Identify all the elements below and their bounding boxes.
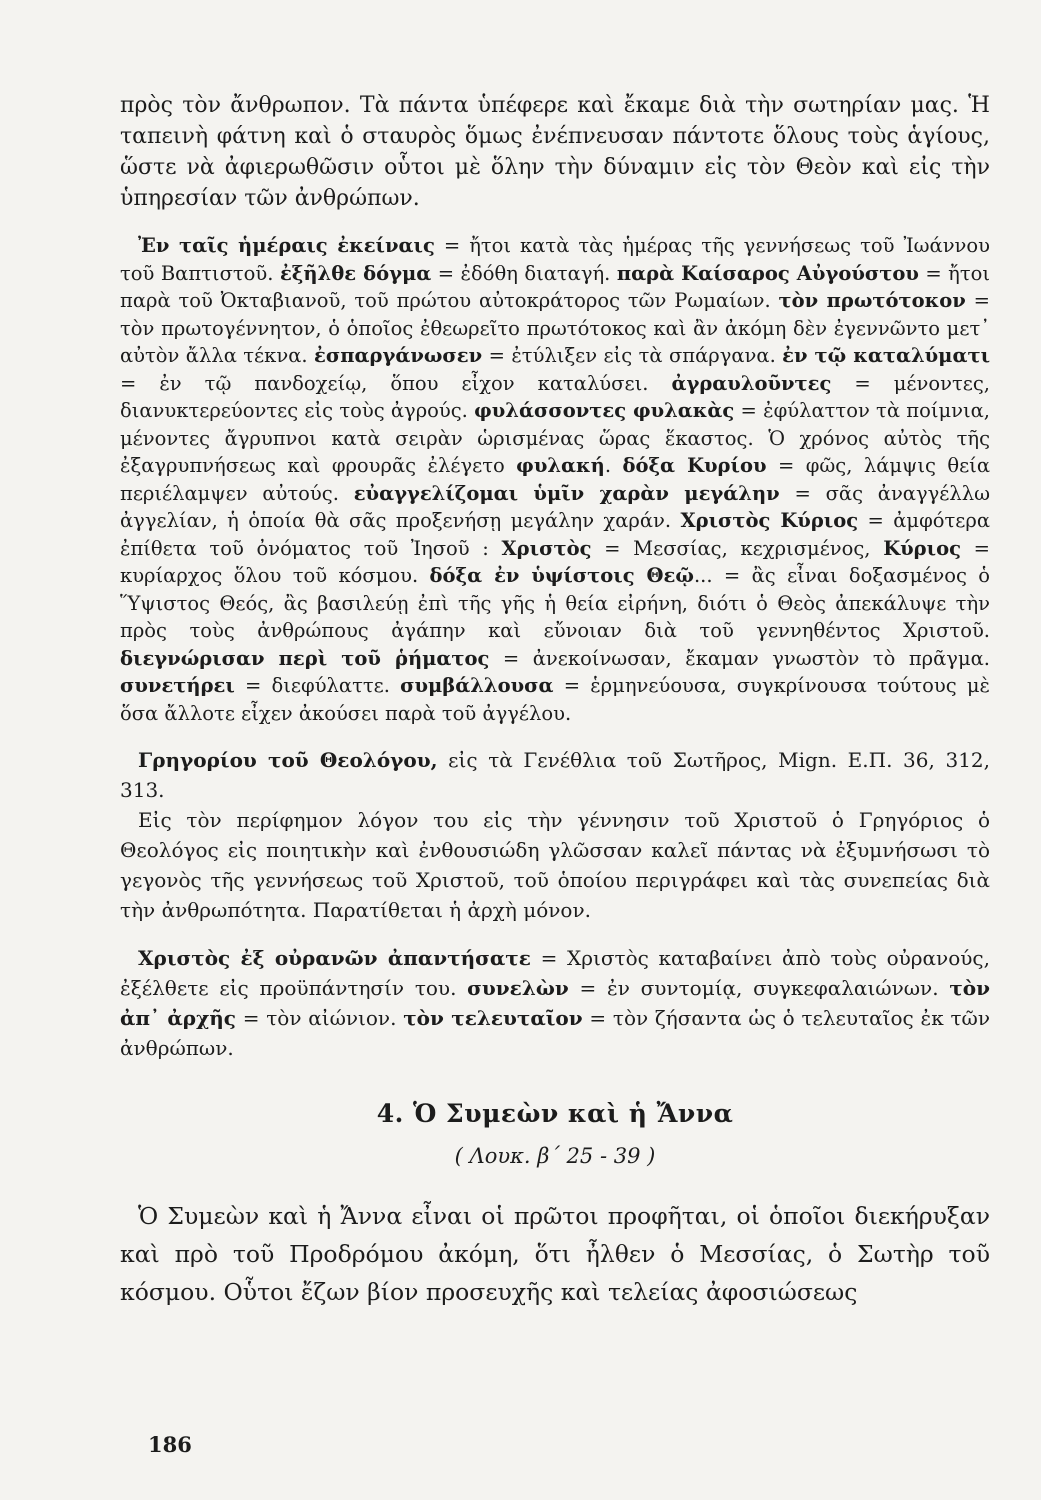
- reference-paragraph: Εἰς τὸν περίφημον λόγον του εἰς τὴν γέννησιν τοῦ Χριστοῦ ὁ Γρηγόριος ὁ Θεολόγος εἰς ποιητικὴν καὶ ἐνθουσιώδη γλῶσσαν καλεῖ πάντας νὰ ἐξυμνήσωσι τὸ γεγονὸς τῆς γεννήσεως τοῦ Χριστοῦ, τοῦ ὁποίου περιγράφει καὶ τὰς συνεπείας διὰ τὴν ἀνθρωπότητα. Παρατίθεται ἡ ἀρχὴ μόνον.: [120, 808, 990, 922]
- glossary-term: ἐσπαργάνωσεν: [313, 344, 483, 367]
- glossary-term: εὐαγγελίζομαι ὑμῖν χαρὰν μεγάλην: [353, 481, 780, 505]
- glossary-definition: = ἑρμηνεύουσα, συγκρίνουσα τούτους μὲ ὅσα ἄλλοτε εἶχεν ἀκούσει παρὰ τοῦ ἀγγέλου.: [120, 674, 990, 725]
- glossary-definition: = ἤτοι κατὰ τὰς ἡμέρας τῆς γεννήσεως τοῦ Ἰωάννου τοῦ Βαπτιστοῦ.: [120, 234, 990, 285]
- glossary-term: ἀγραυλοῦντες: [671, 371, 832, 395]
- glossary-definition: = ἐδόθη διαταγή.: [431, 261, 617, 285]
- intro-paragraph: πρὸς τὸν ἄνθρωπον. Τὰ πάντα ὑπέφερε καὶ ἔκαμε διὰ τὴν σωτηρίαν μας. Ἡ ταπεινὴ φάτνη καὶ ὁ σταυρὸς ὅμως ἐνέπνευσαν πάντοτε ὅλους τοὺς ἁγίους, ὥστε νὰ ἀφιερωθῶσιν οὗτοι μὲ ὅλην τὴν δύναμιν εἰς τὸν Θεὸν καὶ εἰς τὴν ὑπηρεσίαν τῶν ἀνθρώπων.: [120, 93, 990, 211]
- glossary-definition: = ἀμφότερα ἐπίθετα τοῦ ὀνόματος τοῦ Ἰησοῦ :: [120, 509, 990, 560]
- glossary-term: δόξα Κυρίου: [622, 454, 767, 477]
- glossary-term: συνελὼν: [467, 976, 569, 1000]
- glossary-term: Χριστὸς Κύριος: [680, 509, 859, 532]
- glossary-term: φυλάσσοντες φυλακὰς: [474, 399, 735, 422]
- glossary-definition: = κυρίαρχος ὅλου τοῦ κόσμου.: [120, 536, 990, 587]
- section-subtitle: ( Λουκ. β΄ 25 - 39 ): [454, 1144, 656, 1168]
- glossary-term: Ἐν ταῖς ἡμέραις ἐκείναις: [138, 234, 435, 257]
- glossary-term: ἐξῆλθε δόγμα: [279, 261, 432, 285]
- reference-author: Γρηγορίου τοῦ Θεολόγου,: [138, 748, 438, 772]
- glossary-term: δόξα ἐν ὑψίστοις Θεῷ: [429, 564, 694, 587]
- glossary-term: Χριστὸς: [501, 536, 592, 560]
- glossary-definition: .: [604, 454, 623, 477]
- glossary-term: παρὰ Καίσαρος Αὐγούστου: [616, 261, 919, 285]
- glossary-definition: = τὸν αἰώνιον.: [235, 1006, 404, 1030]
- glossary-term: συνετήρει: [120, 674, 235, 697]
- page-number: 186: [148, 1432, 192, 1457]
- glossary-definition: = διεφύλαττε.: [234, 674, 401, 697]
- reference-source: εἰς τὰ Γενέθλια τοῦ Σωτῆρος, Mign. Ε.Π. 36, 312, 313.: [120, 748, 991, 802]
- glossary-definition: = ἐφύλαττον τὰ ποίμνια, μένοντες ἄγρυπνοι κατὰ σειρὰν ὡρισμένας ὥρας ἕκαστος. Ὁ χρόνος αὐτὸς τῆς ἐξαγρυπνήσεως καὶ φρουρᾶς ἐλέγετο: [120, 399, 990, 477]
- glossary-term: συμβάλλουσα: [400, 674, 554, 697]
- glossary-definition: = ἀνεκοίνωσαν, ἔκαμαν γνωστὸν τὸ πρᾶγμα.: [489, 646, 990, 670]
- glossary-definition: = τὸν ζήσαντα ὡς ὁ τελευταῖος ἐκ τῶν ἀνθρώπων.: [120, 1006, 990, 1060]
- glossary-notes-2: [120, 943, 990, 1063]
- glossary-term: τὸν τελευταῖον: [403, 1006, 583, 1030]
- final-paragraph: Ὁ Συμεὼν καὶ ἡ Ἄννα εἶναι οἱ πρῶτοι προφῆται, οἱ ὁποῖοι διεκήρυξαν καὶ πρὸ τοῦ Προδρόμου ἀκόμη, ὅτι ἦλθεν ὁ Μεσσίας, ὁ Σωτὴρ τοῦ κόσμου. Οὗτοι ἔζων βίον προσευχῆς καὶ τελείας ἀφοσιώσεως: [120, 1202, 990, 1306]
- glossary-term: φυλακή: [516, 454, 605, 477]
- glossary-term: ἐν τῷ καταλύματι: [782, 344, 991, 367]
- glossary-definition: ... = ἂς εἶναι δοξασμένος ὁ Ὕψιστος Θεός, ἂς βασιλεύῃ ἐπὶ τῆς γῆς ἡ θεία εἰρήνη, διότι ὁ Θεὸς ἀπεκάλυψε τὴν πρὸς τοὺς ἀνθρώπους ἀγάπην καὶ εὔνοιαν διὰ τοῦ γεννηθέντος Χριστοῦ.: [120, 564, 990, 642]
- glossary-term: τὸν ἀπ᾽ ἀρχῆς: [120, 976, 990, 1030]
- reference-heading: [120, 745, 990, 805]
- glossary-term: Κύριος: [883, 536, 961, 560]
- glossary-term: τὸν πρωτότοκον: [778, 289, 966, 312]
- glossary-definition: = ἐτύλιξεν εἰς τὰ σπάργανα.: [482, 344, 783, 367]
- glossary-definition: = ἐν συντομίᾳ, συγκεφαλαιώνων.: [568, 976, 950, 1000]
- glossary-definition: = Μεσσίας, κεχρισμένος,: [591, 536, 884, 560]
- section-title: 4. Ὁ Συμεὼν καὶ ἡ Ἄννα: [376, 1099, 734, 1128]
- glossary-term: Χριστὸς ἐξ οὐρανῶν ἀπαντήσατε: [138, 946, 531, 970]
- glossary-definition: = σᾶς ἀναγγέλλω ἀγγελίαν, ἡ ὁποία θὰ σᾶς προξενήσῃ μεγάλην χαράν.: [120, 481, 991, 532]
- glossary-definition: = φῶς, λάμψις θεία περιέλαμψεν αὐτούς.: [120, 454, 990, 505]
- glossary-notes: [120, 232, 990, 727]
- glossary-definition: = τὸν πρωτογέννητον, ὁ ὁποῖος ἐθεωρεῖτο πρωτότοκος καὶ ἂν ἀκόμη δὲν ἐγεννῶντο μετ᾽ αὐτὸν ἄλλα τέκνα.: [120, 289, 990, 367]
- glossary-definition: = ἤτοι παρὰ τοῦ Ὀκταβιανοῦ, τοῦ πρώτου αὐτοκράτορος τῶν Ρωμαίων.: [120, 261, 991, 312]
- glossary-definition: = μένοντες, διανυκτερεύοντες εἰς τοὺς ἀγρούς.: [120, 371, 990, 422]
- page-body: [120, 90, 990, 1311]
- glossary-definition: = Χριστὸς καταβαίνει ἀπὸ τοὺς οὐρανούς, ἐξέλθετε εἰς προϋπάντησίν του.: [120, 946, 990, 1000]
- glossary-term: διεγνώρισαν περὶ τοῦ ῥήματος: [120, 646, 490, 670]
- glossary-definition: = ἐν τῷ πανδοχείῳ, ὅπου εἶχον καταλύσει.: [120, 371, 672, 395]
